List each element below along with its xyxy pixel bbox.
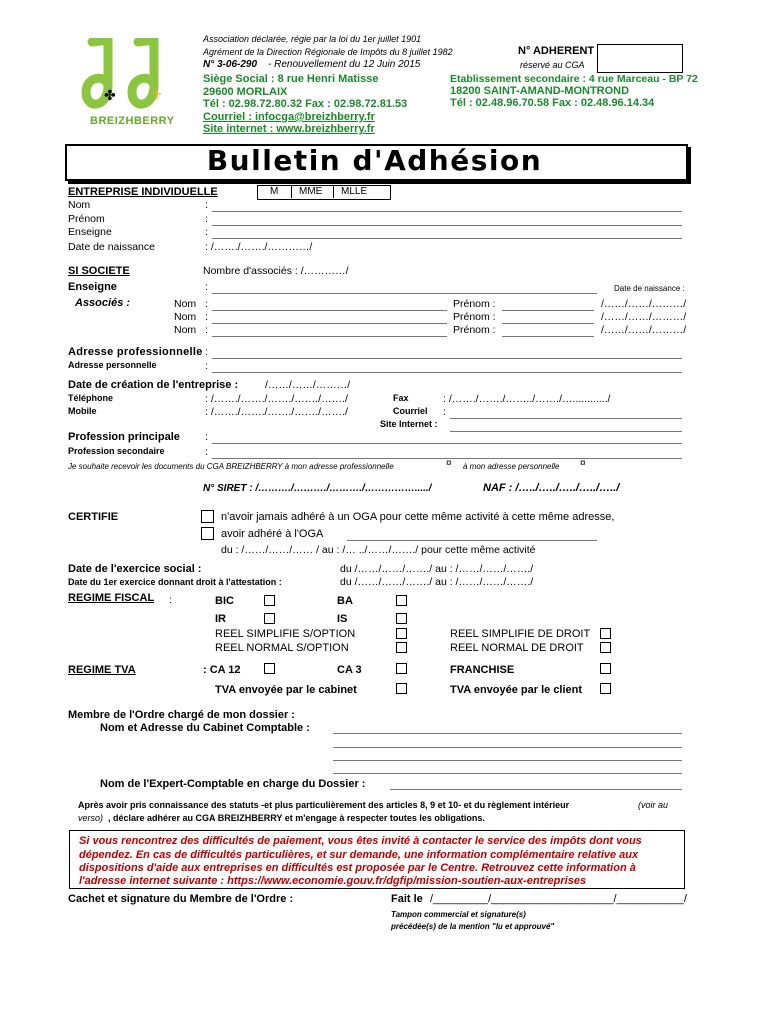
certifie-heading: CERTIFIE	[68, 511, 119, 523]
ordre-label: Membre de l'Ordre chargé de mon dossier :	[68, 709, 295, 721]
rn-droit-checkbox[interactable]	[600, 642, 611, 653]
naissance-field[interactable]: : /……./……./…………/	[205, 241, 313, 253]
colon: :	[205, 298, 208, 310]
prof2-label: Profession secondaire	[68, 446, 165, 456]
adherent-box[interactable]	[597, 44, 683, 73]
colon: :	[205, 226, 208, 238]
civ-divider	[291, 185, 292, 198]
exo-first-field[interactable]: du /……/……/……./ au : /……/……/……./	[340, 576, 534, 588]
assoc1-nom: Nom	[174, 298, 197, 310]
is-label: IS	[337, 613, 348, 625]
page-title: Bulletin d'Adhésion	[206, 144, 543, 177]
renew-line: - Renouvellement du 12 Juin 2015	[268, 59, 421, 70]
expert-field[interactable]	[390, 789, 682, 790]
colon: :	[205, 360, 208, 372]
assoc2-prenom-field[interactable]	[502, 323, 594, 324]
colon: :	[205, 446, 208, 458]
site-link[interactable]: Site internet : www.breizhberry.fr	[203, 123, 375, 135]
colon: :	[205, 346, 208, 358]
franchise-checkbox[interactable]	[600, 663, 611, 674]
assoc1-nom-field[interactable]	[212, 310, 447, 311]
docs-pro-option[interactable]: ¤	[446, 458, 452, 469]
site-label: Site Internet :	[380, 419, 438, 429]
nom-field[interactable]	[212, 211, 682, 212]
rn-opt-label: REEL NORMAL S/OPTION	[215, 642, 349, 654]
siege-city: 29600 MORLAIX	[203, 86, 288, 98]
civ-m[interactable]: M	[270, 186, 279, 197]
fait-field[interactable]: /_________/____________________/___________/	[430, 893, 687, 905]
notice-line-4: l'adresse internet suivante : https://www.economie.gouv.fr/dgfip/mission-soutien-aux-entreprises	[79, 875, 587, 887]
statuts-text-2: , déclare adhérer au CGA BREIZHBERRY et m'engage à respecter toutes les obligations.	[108, 813, 485, 823]
associes-label: Associés :	[75, 297, 131, 309]
rs-opt-checkbox[interactable]	[396, 628, 407, 639]
fax-label: Fax	[393, 393, 409, 403]
prof-label: Profession principale	[68, 431, 180, 443]
cert-period[interactable]: du : /……/……/…… / au : /… ../……/……./ pour cette même activité	[221, 544, 536, 556]
ca3-label: CA 3	[337, 664, 362, 676]
nom-label: Nom	[68, 199, 91, 211]
cert-oga-checkbox[interactable]	[201, 527, 214, 540]
tva-cabinet-checkbox[interactable]	[396, 683, 407, 694]
assoc3-prenom: Prénom :	[453, 324, 496, 336]
courriel-label: Courriel	[393, 406, 428, 416]
exo-social-field[interactable]: du /……/……/……./ au : /……/……/……./	[340, 563, 534, 575]
tva-client-label: TVA envoyée par le client	[450, 684, 583, 696]
soc-heading: SI SOCIETE	[68, 265, 130, 277]
etab-city: 18200 SAINT-AMAND-MONTROND	[450, 85, 630, 97]
siret-field[interactable]: N° SIRET : /………./………./………./……………...../	[203, 483, 432, 494]
bic-checkbox[interactable]	[264, 595, 275, 606]
cabinet-field-3[interactable]	[333, 760, 682, 761]
oga-name-field[interactable]	[347, 540, 597, 541]
ca3-checkbox[interactable]	[396, 663, 407, 674]
statuts-verso: (voir au	[638, 800, 669, 810]
rn-droit-label: REEL NORMAL DE DROIT	[450, 642, 584, 654]
fait-label: Fait le	[391, 893, 423, 905]
addr-perso-field[interactable]	[212, 372, 682, 373]
statuts-text-1: Après avoir pris connaissance des statuts -et plus particulièrement des articles 8, 9 et 10- et du règlement intérieur	[78, 800, 570, 810]
addr-pro-field[interactable]	[212, 358, 682, 359]
ba-label: BA	[337, 595, 353, 607]
colon: :	[205, 324, 208, 336]
docs-perso-label: à mon adresse personnelle	[463, 462, 560, 471]
cabinet-label: Nom et Adresse du Cabinet Comptable :	[100, 722, 310, 734]
soc-enseigne-field[interactable]	[212, 293, 597, 294]
assoc3-nom: Nom	[174, 324, 197, 336]
assoc2-nom: Nom	[174, 311, 197, 323]
prenom-field[interactable]	[212, 225, 682, 226]
colon: :	[205, 281, 208, 293]
assoc2-dob[interactable]: /……/……/………/	[601, 311, 687, 323]
addr-pro-label: Adresse professionnelle	[68, 346, 203, 358]
colon: :	[205, 199, 208, 211]
rs-droit-label: REEL SIMPLIFIE DE DROIT	[450, 628, 591, 640]
mention-note: précédée(s) de la mention "lu et approuvé"	[391, 922, 555, 931]
franchise-label: FRANCHISE	[450, 664, 515, 676]
rs-droit-checkbox[interactable]	[600, 628, 611, 639]
courriel-field[interactable]	[450, 418, 682, 419]
assoc-line: Association déclarée, régie par la loi du 1er juillet 1901	[203, 34, 422, 44]
exo-social-label: Date de l'exercice social :	[68, 563, 202, 575]
colon: :	[169, 594, 172, 606]
naissance-label: Date de naissance	[68, 241, 155, 253]
cert-oga-text: avoir adhéré à l'OGA	[221, 528, 324, 540]
assoc1-dob[interactable]: /……/……/………/	[601, 298, 687, 310]
colon: :	[205, 311, 208, 323]
rn-opt-checkbox[interactable]	[396, 642, 407, 653]
prenom-label: Prénom	[68, 213, 105, 225]
civ-divider	[333, 185, 334, 198]
assoc3-nom-field[interactable]	[212, 336, 447, 337]
siege-tel: Tél : 02.98.72.80.32 Fax : 02.98.72.81.53	[203, 98, 408, 110]
cachet-label: Cachet et signature du Membre de l'Ordre :	[68, 893, 294, 905]
cert-never-text: n'avoir jamais adhéré à un OGA pour cette même activité à cette même adresse,	[221, 511, 615, 523]
creation-label: Date de création de l'entreprise :	[68, 379, 239, 391]
exo-first-label: Date du 1er exercice donnant droit à l'attestation :	[68, 577, 282, 587]
ir-label: IR	[215, 613, 226, 625]
fax-field[interactable]: : /……./……./……../……./…............/	[443, 393, 611, 405]
enseigne-field[interactable]	[212, 238, 682, 239]
tel-label: Téléphone	[68, 393, 114, 403]
mobile-label: Mobile	[68, 406, 97, 416]
mobile-field[interactable]: : /……./……./……./……./……./	[205, 406, 348, 418]
addr-perso-label: Adresse personnelle	[68, 360, 157, 370]
ba-checkbox[interactable]	[396, 595, 407, 606]
logo-text: BREIZHBERRY	[90, 115, 175, 127]
svg-text:⚜: ⚜	[150, 88, 163, 104]
etab-tel: Tél : 02.48.96.70.58 Fax : 02.48.96.14.34	[450, 97, 655, 109]
docs-perso-option[interactable]: ¤	[580, 458, 586, 469]
tel-field[interactable]: : /……./……./……./……./……./	[205, 393, 348, 405]
colon: :	[205, 213, 208, 225]
svg-text:✤: ✤	[104, 88, 116, 104]
enseigne-label: Enseigne	[68, 226, 112, 238]
prof-field[interactable]	[212, 443, 682, 444]
tva-client-checkbox[interactable]	[600, 683, 611, 694]
siege: Siège Social : 8 rue Henri Matisse	[203, 73, 379, 85]
courriel-link[interactable]: Courriel : infocga@breizhberry.fr	[203, 111, 375, 123]
assoc3-dob[interactable]: /……/……/………/	[601, 324, 687, 336]
civ-mlle[interactable]: MLLE	[341, 186, 368, 197]
rs-opt-label: REEL SIMPLIFIE S/OPTION	[215, 628, 356, 640]
fiscal-heading: REGIME FISCAL	[68, 592, 155, 604]
soc-enseigne-label: Enseigne	[68, 281, 117, 293]
colon: :	[443, 406, 446, 418]
ei-heading: ENTREPRISE INDIVIDUELLE	[68, 186, 218, 198]
is-checkbox[interactable]	[396, 613, 407, 624]
site-field[interactable]	[450, 431, 682, 432]
tva-heading: REGIME TVA	[68, 664, 136, 676]
tampon-note: Tampon commercial et signature(s)	[391, 910, 526, 919]
cabinet-field-2[interactable]	[333, 747, 682, 748]
notice-line-3: dispositions d'aide aux entreprises en difficultés est proposée par le Centre. Retrouvez cette information à	[79, 862, 636, 874]
notice-line-2: dépendez. En cas de difficultés particulières, et sur demande, une information complémentaire relative aux	[79, 849, 639, 861]
assoc2-nom-field[interactable]	[212, 323, 447, 324]
reserved-note: réservé au CGA	[520, 60, 585, 70]
civ-mme[interactable]: MME	[299, 186, 323, 197]
naf-field[interactable]: NAF : /…../…../…../…../…../	[483, 482, 620, 494]
agrement-no: N° 3-06-290	[203, 59, 258, 70]
bic-label: BIC	[215, 595, 234, 607]
notice-line-1: Si vous rencontrez des difficultés de paiement, vous êtes invité à contacter le service des impôts dont vous	[79, 835, 642, 847]
assoc2-prenom: Prénom :	[453, 311, 496, 323]
docs-pref-label: Je souhaite recevoir les documents du CGA BREIZHBERRY à mon adresse professionnelle	[68, 462, 394, 471]
ca12-checkbox[interactable]	[264, 663, 275, 674]
ir-checkbox[interactable]	[264, 613, 275, 624]
adherent-label: N° ADHERENT	[518, 45, 595, 57]
nb-associes[interactable]: Nombre d'associés : /…………/	[203, 265, 349, 277]
cert-never-checkbox[interactable]	[201, 510, 214, 523]
cabinet-field-1[interactable]	[333, 733, 682, 734]
expert-label: Nom de l'Expert-Comptable en charge du Dossier :	[100, 778, 366, 790]
colon: :	[205, 431, 208, 443]
dob-label: Date de naissance :	[614, 284, 685, 293]
cabinet-field-4[interactable]	[333, 773, 682, 774]
assoc1-prenom-field[interactable]	[502, 310, 594, 311]
tva-cabinet-label: TVA envoyée par le cabinet	[215, 684, 357, 696]
ca12-label: : CA 12	[203, 664, 241, 676]
statuts-verso-2: verso)	[78, 813, 104, 823]
creation-field[interactable]: /……/……/………/	[265, 379, 351, 391]
assoc3-prenom-field[interactable]	[502, 336, 594, 337]
assoc1-prenom: Prénom :	[453, 298, 496, 310]
agrement-line: Agrément de la Direction Régionale de Impôts du 8 juillet 1982	[203, 47, 453, 57]
etab: Etablissement secondaire : 4 rue Marceau - BP 72	[450, 73, 698, 85]
